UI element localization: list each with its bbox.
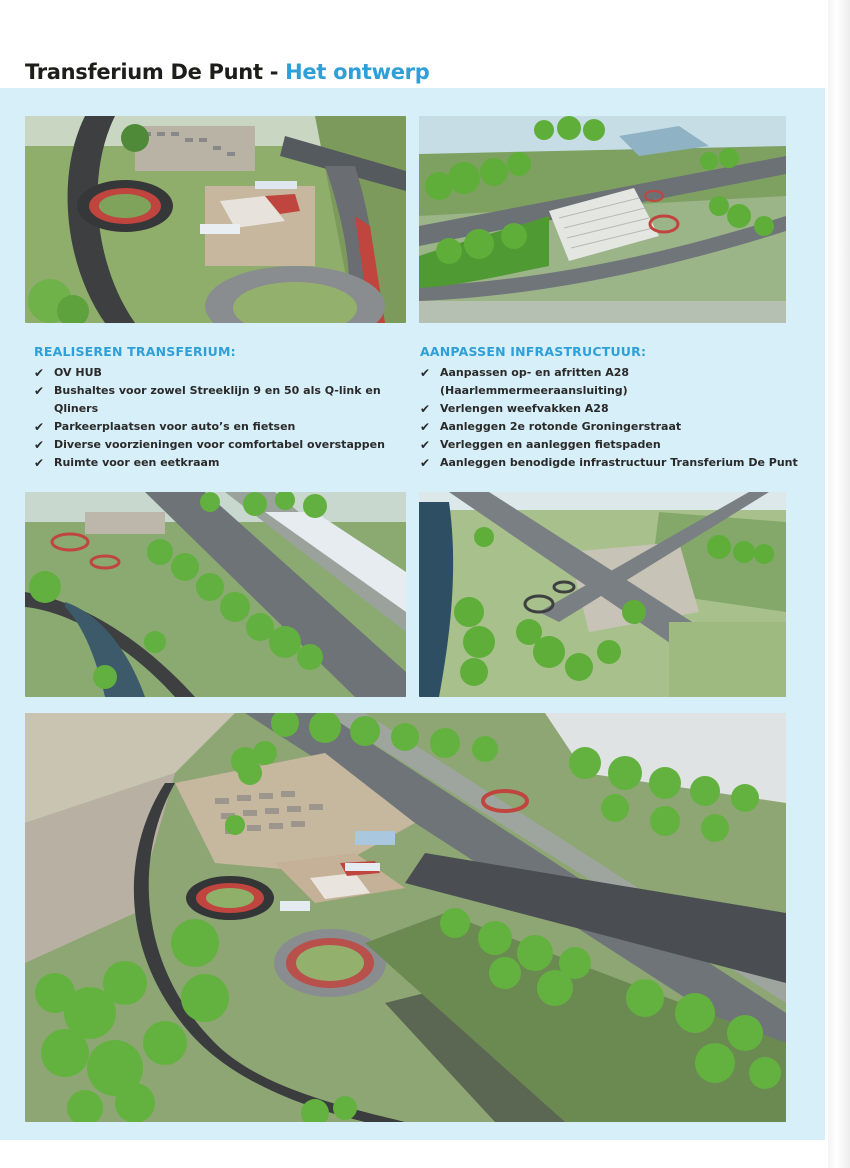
- checkmark-icon: ✔: [34, 420, 45, 434]
- page-header: [0, 0, 828, 88]
- aanpassen-list: [420, 364, 805, 472]
- list-item: [34, 454, 404, 472]
- list-item-text: Verleggen en aanleggen fietspaden: [440, 438, 661, 451]
- checkmark-icon: ✔: [34, 456, 45, 470]
- aanpassen-infrastructuur-section: [420, 344, 805, 472]
- list-item-text: Ruimte voor een eetkraam: [54, 456, 220, 469]
- page-title: [25, 60, 429, 84]
- list-item: [34, 382, 404, 418]
- checkmark-icon: ✔: [420, 366, 431, 380]
- list-item: [420, 436, 805, 454]
- title-separator: -: [262, 60, 286, 84]
- section-heading-aanpassen: AANPASSEN INFRASTRUCTUUR:: [420, 344, 647, 359]
- list-item-text: Verlengen weefvakken A28: [440, 402, 609, 415]
- title-main: Transferium De Punt: [25, 60, 263, 84]
- render-photo-highway-cyclepath: [25, 492, 406, 697]
- checkmark-icon: ✔: [34, 438, 45, 452]
- list-item-text: Diverse voorzieningen voor comfortabel overstappen: [54, 438, 385, 451]
- list-item: [420, 418, 805, 436]
- list-item: [34, 418, 404, 436]
- list-item-text: OV HUB: [54, 366, 102, 379]
- checkmark-icon: ✔: [420, 438, 431, 452]
- checkmark-icon: ✔: [34, 384, 45, 398]
- render-photo-canal-interchange: [419, 492, 786, 697]
- title-accent: Het ontwerp: [285, 60, 430, 84]
- list-item-text: Aanpassen op- en afritten A28 (Haarlemmermeeraansluiting): [440, 366, 630, 397]
- checkmark-icon: ✔: [420, 420, 431, 434]
- list-item: [420, 400, 805, 418]
- list-item: [34, 436, 404, 454]
- render-photo-large-aerial: [25, 713, 786, 1122]
- list-item-text: Aanleggen benodigde infrastructuur Transferium De Punt: [440, 456, 798, 469]
- checkmark-icon: ✔: [420, 456, 431, 470]
- realiseren-transferium-section: [34, 344, 404, 472]
- list-item: [420, 364, 805, 400]
- render-photo-hub-roundabout: [25, 116, 406, 323]
- section-heading-realiseren: REALISEREN TRANSFERIUM:: [34, 344, 236, 359]
- checkmark-icon: ✔: [420, 402, 431, 416]
- list-item: [34, 364, 404, 382]
- render-photo-aerial-overview: [419, 116, 786, 323]
- realiseren-list: [34, 364, 404, 472]
- list-item: [420, 454, 805, 472]
- checkmark-icon: ✔: [34, 366, 45, 380]
- list-item-text: Aanleggen 2e rotonde Groningerstraat: [440, 420, 682, 433]
- list-item-text: Parkeerplaatsen voor auto’s en fietsen: [54, 420, 296, 433]
- list-item-text: Bushaltes voor zowel Streeklijn 9 en 50 als Q-link en Qliners: [54, 384, 381, 415]
- page-edge: [828, 0, 850, 1168]
